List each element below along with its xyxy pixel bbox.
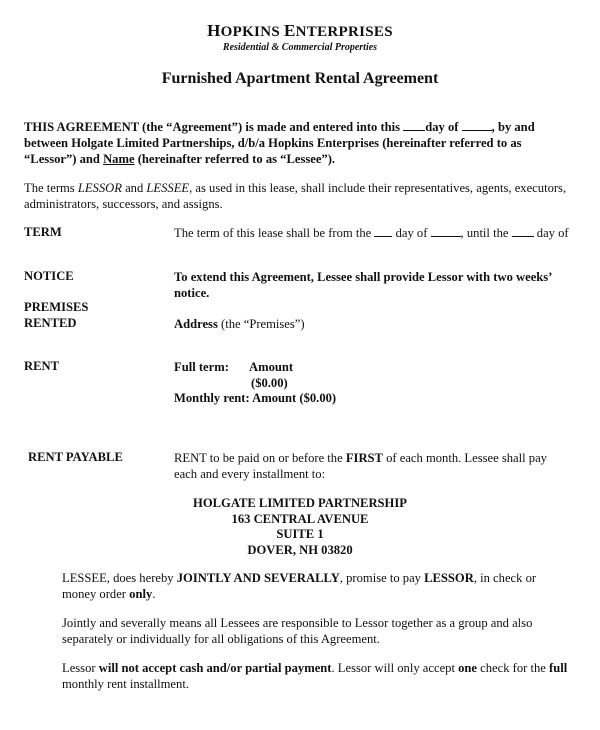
term-label: TERM <box>24 225 62 239</box>
full-term-amount-label: Amount <box>249 360 294 374</box>
intro-line-1: THIS AGREEMENT (the “Agreement”) is made and entered into this day of , by and <box>24 120 535 134</box>
address-line: SUITE 1 <box>276 527 324 541</box>
address-line: HOLGATE LIMITED PARTNERSHIP <box>193 496 407 510</box>
document-title: Furnished Apartment Rental Agreement <box>161 70 439 87</box>
terms-line-1: The terms LESSOR and LESSEE, as used in this lease, shall include their representatives, agents, executors, <box>24 181 567 195</box>
monthly-rent: Monthly rent: Amount ($0.00) <box>174 391 337 405</box>
address-line: 163 CENTRAL AVENUE <box>231 512 369 526</box>
rent-payable-line-1: RENT to be paid on or before the FIRST of each month. Lessee shall pay <box>174 451 547 465</box>
notice-label: NOTICE <box>24 269 74 283</box>
company-tagline: Residential & Commercial Properties <box>222 42 378 53</box>
address-line: DOVER, NH 03820 <box>247 543 353 557</box>
term-text: The term of this lease shall be from the day of , until the day of <box>174 226 569 240</box>
company-name: HOPKINS ENTERPRISES <box>207 21 393 40</box>
means-line-1: Jointly and severally means all Lessees are responsible to Lessor together as a group and also <box>62 616 533 630</box>
rented-label: RENTED <box>24 316 77 330</box>
premises-address: Address (the “Premises”) <box>174 317 305 331</box>
rent-payable-label: RENT PAYABLE <box>28 450 123 464</box>
notice-line-2: notice. <box>174 286 210 300</box>
lessee-name-field: Name <box>103 152 135 166</box>
month-blank <box>462 120 492 131</box>
day-blank <box>403 120 425 131</box>
intro-line-2: between Holgate Limited Partnerships, d/b/a Hopkins Enterprises (hereinafter referred to as <box>24 136 522 150</box>
notice-line-1: To extend this Agreement, Lessee shall provide Lessor with two weeks’ <box>174 270 553 284</box>
jointly-line-2: money order only. <box>62 587 156 601</box>
cash-line-1: Lessor will not accept cash and/or partial payment. Lessor will only accept one check for the full <box>62 661 568 675</box>
terms-line-2: administrators, successors, and assigns. <box>24 197 223 211</box>
means-line-2: separately or individually for all obligations of this Agreement. <box>62 632 380 646</box>
premises-label: PREMISES <box>24 300 89 314</box>
full-term-amount: ($0.00) <box>251 376 288 390</box>
intro-line-3: “Lessor”) and Name (hereinafter referred to as “Lessee”). <box>24 152 336 166</box>
full-term-label: Full term: <box>174 360 229 374</box>
jointly-line-1: LESSEE, does hereby JOINTLY AND SEVERALLY, promise to pay LESSOR, in check or <box>62 571 537 585</box>
rent-payable-line-2: each and every installment to: <box>174 467 326 481</box>
rent-label: RENT <box>24 359 59 373</box>
cash-line-2: monthly rent installment. <box>62 677 189 691</box>
